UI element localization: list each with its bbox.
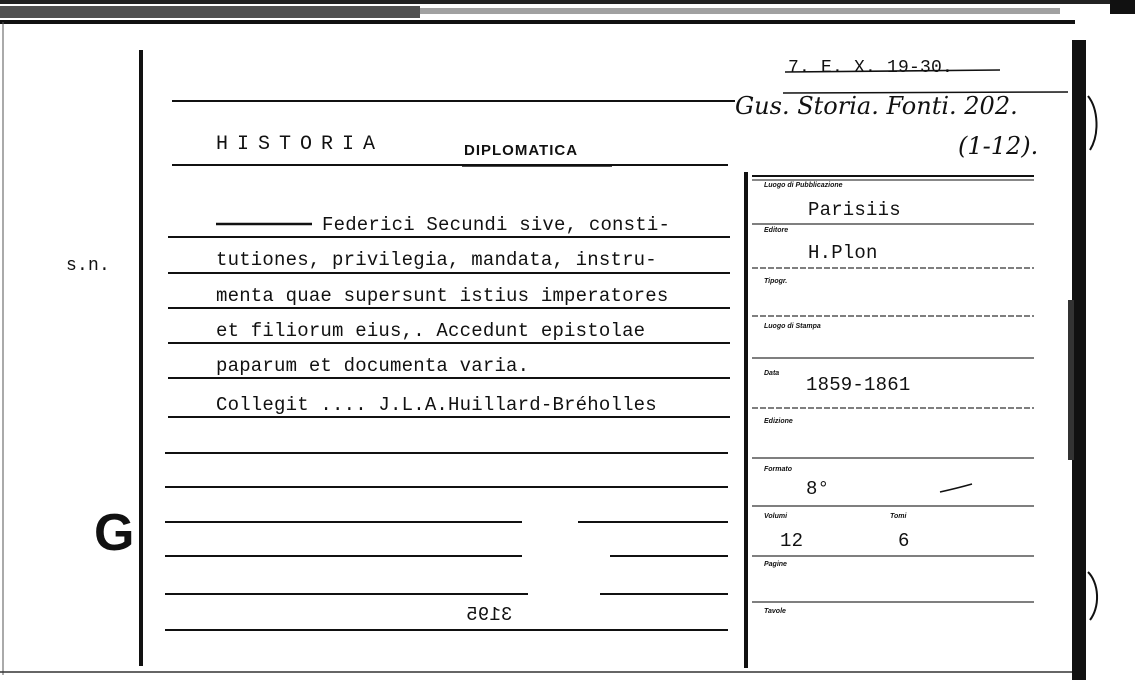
label-edizione: Edizione (764, 418, 793, 425)
title-line-5: paparum et documenta varia. (216, 355, 530, 377)
heading-typed: HISTORIA (216, 133, 385, 156)
value-volumi: 12 (780, 530, 804, 552)
crossed-shelfmark: 7. E. X. 19-30. (788, 58, 954, 78)
label-pagine: Pagine (764, 561, 787, 568)
side-label: s.n. (66, 256, 111, 276)
label-volumi: Volumi (764, 513, 788, 520)
handwritten-volume-range: (1-12). (958, 132, 1039, 160)
title-line-4: et filiorum eius,. Accedunt epistolae (216, 320, 646, 342)
title-line-1: Federici Secundi sive, consti- (322, 214, 671, 236)
value-formato: 8° (806, 478, 830, 500)
value-editore: H.Plon (808, 242, 878, 264)
title-line-2: tutiones, privilegia, mandata, instru- (216, 249, 657, 271)
label-luogo-stampa: Luogo di Stampa (764, 323, 821, 330)
label-tomi: Tomi (890, 513, 907, 520)
label-tavole: Tavole (764, 608, 786, 615)
label-formato: Formato (764, 466, 792, 473)
label-editore: Editore (764, 227, 789, 234)
label-luogo-pubblicazione: Luogo di Pubblicazione (764, 182, 843, 189)
inventory-number: 3195 (466, 604, 513, 626)
value-data: 1859-1861 (806, 374, 911, 396)
value-luogo-pubblicazione: Parisiis (808, 199, 901, 221)
title-line-3: menta quae supersunt istius imperatores (216, 285, 669, 307)
label-data: Data (764, 370, 780, 377)
value-tomi: 6 (898, 530, 910, 552)
label-tipografia: Tipogr. (764, 278, 788, 285)
title-line-6: Collegit .... J.L.A.Huillard-Bréholles (216, 394, 657, 416)
handwritten-shelfmark: Gus. Storia. Fonti. 202. (735, 92, 1018, 120)
index-letter: G (94, 504, 135, 562)
heading-handwritten: DIPLOMATICA (464, 142, 579, 159)
